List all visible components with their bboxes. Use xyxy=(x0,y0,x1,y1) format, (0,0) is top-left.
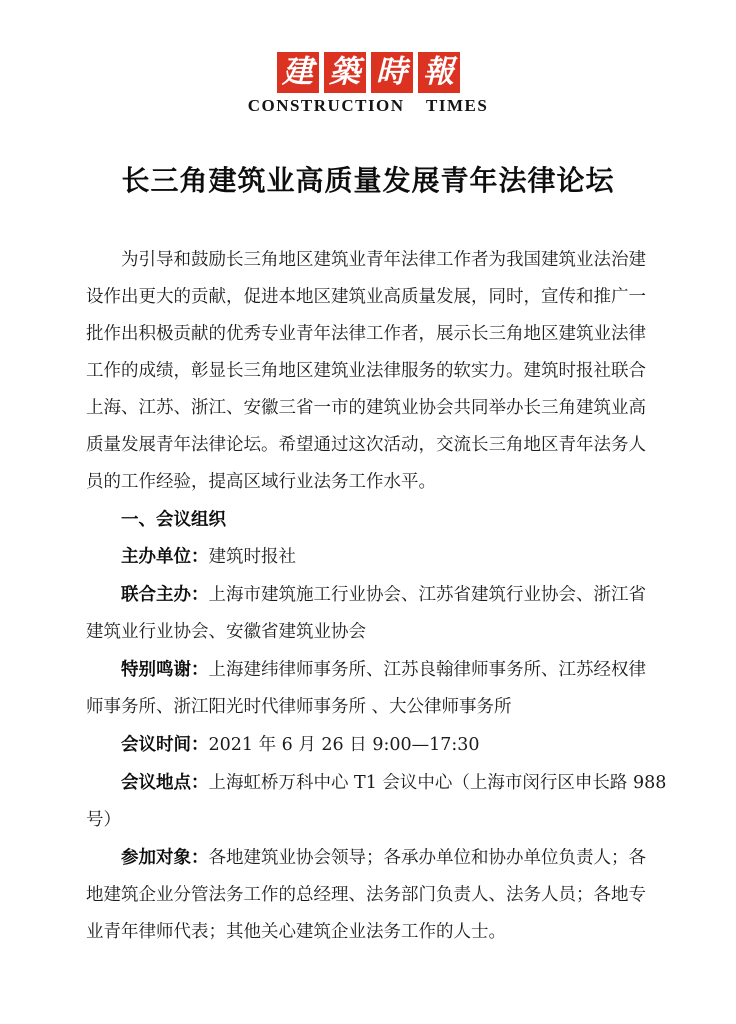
intro-line: 上海、江苏、浙江、安徽三省一市的建筑业协会共同举办长三角建筑业高 xyxy=(86,398,646,418)
intro-line: 质量发展青年法律论坛。希望通过这次活动，交流长三角地区青年法务人 xyxy=(86,435,646,455)
logo-squares xyxy=(0,52,736,93)
field-thanks xyxy=(86,651,650,689)
field-venue xyxy=(86,764,667,802)
field-time-label: 会议时间： xyxy=(121,734,209,754)
field-time-value: 2021 年 6 月 26 日 9:00—17:30 xyxy=(208,735,480,755)
field-host-label: 主办单位： xyxy=(121,546,209,566)
field-attendees-label: 参加对象： xyxy=(121,847,209,867)
field-attendees xyxy=(86,839,650,877)
field-host xyxy=(86,538,650,576)
field-attendees-value: 各地建筑业协会领导；各承办单位和协办单位负责人；各 xyxy=(208,848,646,868)
field-cohost-value: 上海市建筑施工行业协会、江苏省建筑行业协会、浙江省 xyxy=(208,585,646,605)
field-thanks-label: 特别鸣谢： xyxy=(121,659,209,679)
field-cohost-label: 联合主办： xyxy=(121,584,209,604)
logo-square-char-1: 建 xyxy=(277,52,319,93)
field-attendees-continuation: 地建筑企业分管法务工作的总经理、法务部门负责人、法务人员；各地专 xyxy=(86,885,646,905)
logo-square-char-3: 時 xyxy=(371,52,413,93)
logo-square-char-4: 報 xyxy=(418,52,460,93)
field-time xyxy=(86,726,650,764)
field-cohost xyxy=(86,576,650,614)
document-body xyxy=(86,242,667,951)
field-thanks-continuation: 师事务所、浙江阳光时代律师事务所 、大公律师事务所 xyxy=(86,697,512,717)
newspaper-logo xyxy=(0,0,736,116)
field-attendees-continuation: 业青年律师代表；其他关心建筑企业法务工作的人士。 xyxy=(86,922,506,942)
logo-square-char-2: 築 xyxy=(324,52,366,93)
field-venue-continuation: 号） xyxy=(86,810,121,830)
intro-line: 员的工作经验，提高区域行业法务工作水平。 xyxy=(86,472,436,492)
field-thanks-value: 上海建纬律师事务所、江苏良翰律师事务所、江苏经权律 xyxy=(208,660,646,680)
logo-subtitle: CONSTRUCTION TIMES xyxy=(247,96,489,115)
field-venue-value: 上海虹桥万科中心 T1 会议中心（上海市闵行区申长路 988 xyxy=(208,773,667,793)
intro-line: 为引导和鼓励长三角地区建筑业青年法律工作者为我国建筑业法治建 xyxy=(121,250,646,270)
document-title: 长三角建筑业高质量发展青年法律论坛 xyxy=(121,164,615,197)
intro-line: 设作出更大的贡献，促进本地区建筑业高质量发展，同时，宣传和推广一 xyxy=(86,287,646,307)
intro-line: 批作出积极贡献的优秀专业青年法律工作者，展示长三角地区建筑业法律 xyxy=(86,324,646,344)
intro-line: 工作的成绩，彰显长三角地区建筑业法律服务的软实力。建筑时报社联合 xyxy=(86,361,646,381)
field-venue-label: 会议地点： xyxy=(121,772,209,792)
section-heading: 一、会议组织 xyxy=(121,509,226,529)
field-cohost-continuation: 建筑业行业协会、安徽省建筑业协会 xyxy=(86,622,366,642)
field-host-value: 建筑时报社 xyxy=(208,547,296,567)
